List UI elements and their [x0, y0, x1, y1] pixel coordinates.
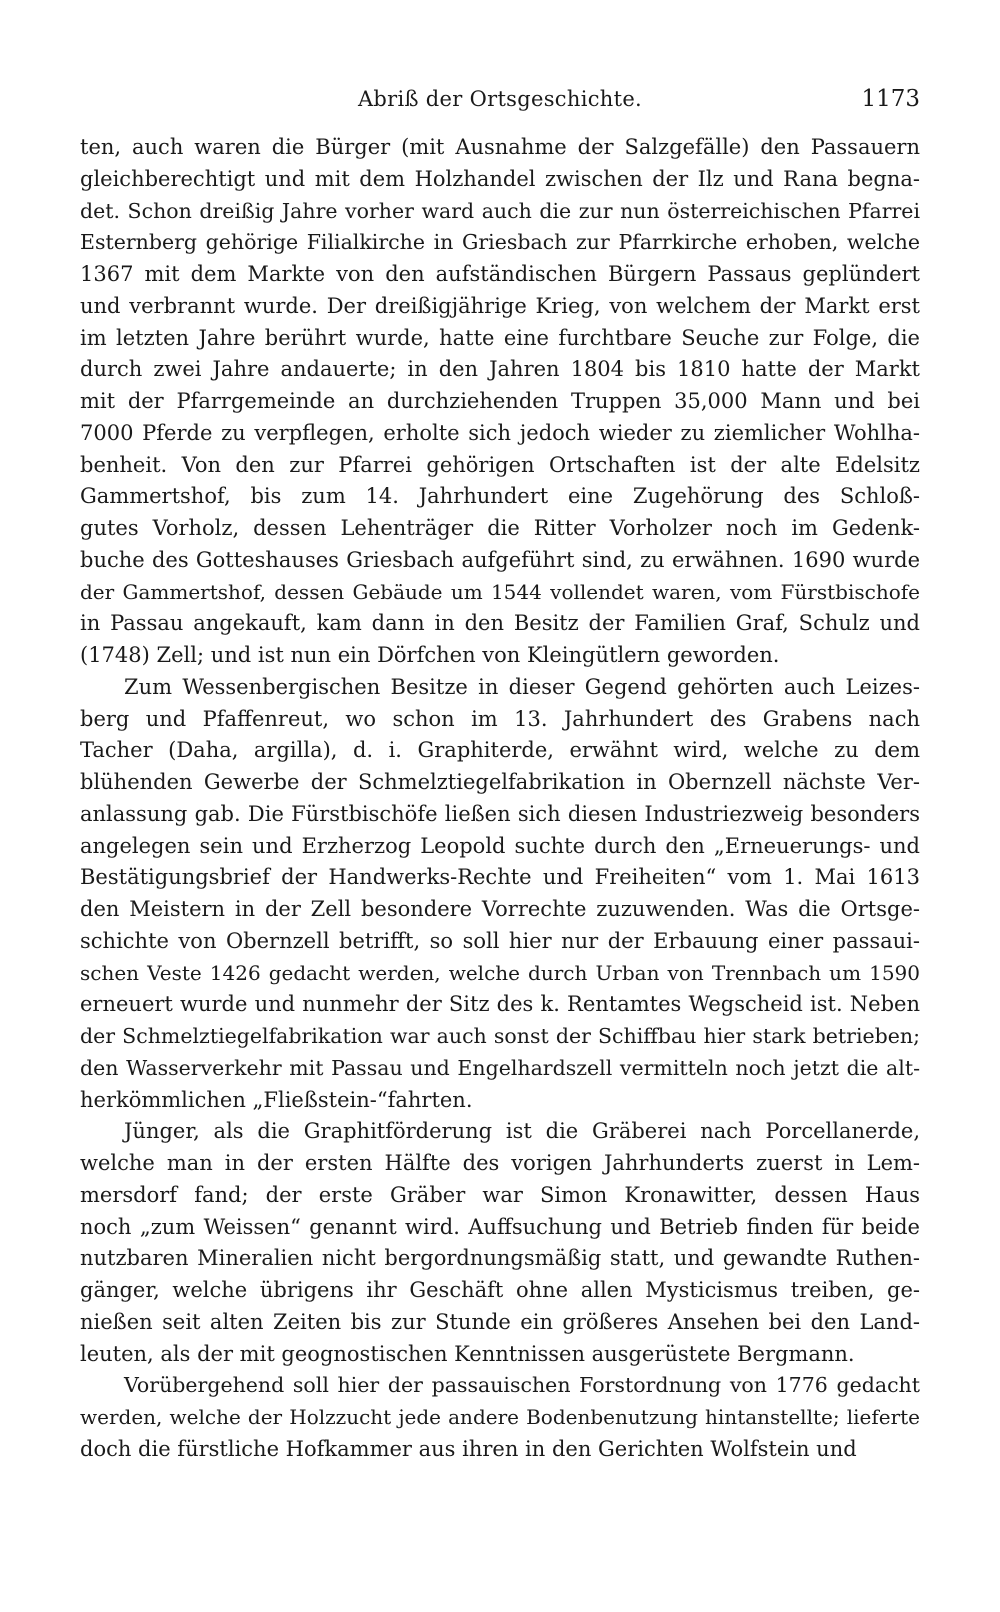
text-line: durch zwei Jahre andauerte; in den Jahren 1804 bis 1810 hatte der Markt — [80, 357, 920, 382]
text-line: Bestätigungsbrief der Handwerks-Rechte und Freiheiten“ vom 1. Mai 1613 — [80, 865, 920, 890]
paragraph — [80, 1370, 920, 1465]
text-line: schichte von Obernzell betrifft, so soll hier nur der Erbauung einer passaui- — [80, 928, 920, 953]
text-line: Vorübergehend soll hier der passauischen Forstordnung von 1776 gedacht — [124, 1373, 920, 1398]
text-line: welche man in der ersten Hälfte des vorigen Jahrhunderts zuerst in Lem- — [80, 1151, 920, 1175]
text-line: und verbrannt wurde. Der dreißigjährige Krieg, von welchem der Markt erst — [80, 293, 920, 318]
text-line: im letzten Jahre berührt wurde, hatte eine furchtbare Seuche zur Folge, die — [80, 325, 920, 350]
running-header — [80, 82, 920, 116]
text-line: benheit. Von den zur Pfarrei gehörigen Ortschaften ist der alte Edelsitz — [80, 452, 920, 477]
text-line: 1367 mit dem Markte von den aufständischen Bürgern Passaus geplündert — [80, 262, 920, 286]
text-line: Tacher (Daha, argilla), d. i. Graphiterde, erwähnt wird, welche zu dem — [80, 738, 920, 763]
paragraph — [80, 672, 920, 1117]
text-line: 7000 Pferde zu verpflegen, erholte sich jedoch wieder zu ziemlicher Wohlha- — [80, 420, 920, 445]
text-line: anlassung gab. Die Fürstbischöfe ließen sich diesen Industriezweig besonders — [80, 801, 920, 826]
text-line: Gammertshof, bis zum 14. Jahrhundert eine Zugehörung des Schloß- — [80, 484, 920, 509]
text-line: det. Schon dreißig Jahre vorher ward auch die zur nun österreichischen Pfarrei — [80, 198, 920, 223]
text-line: ten, auch waren die Bürger (mit Ausnahme der Salzgefälle) den Passauern — [80, 135, 920, 159]
text-line: blühenden Gewerbe der Schmelztiegelfabrikation in Obernzell nächste Ver- — [80, 770, 920, 794]
text-line: buche des Gotteshauses Griesbach aufgeführt sind, zu erwähnen. 1690 wurde — [80, 547, 920, 572]
text-line: in Passau angekauft, kam dann in den Besitz der Familien Graf, Schulz und — [80, 611, 920, 636]
text-line: der Schmelztiegelfabrikation war auch sonst der Schiffbau hier stark betrieben; — [80, 1024, 920, 1048]
text-line: schen Veste 1426 gedacht werden, welche durch Urban von Trennbach um 1590 — [80, 960, 920, 985]
paragraph — [80, 132, 920, 672]
text-line: mersdorf fand; der erste Gräber war Simon Kronawitter, dessen Haus — [80, 1182, 920, 1207]
text-line: werden, welche der Holzzucht jede andere Bodenbenutzung hintanstellte; lieferte — [80, 1405, 920, 1429]
text-line: leuten, als der mit geognostischen Kenntnissen ausgerüstete Bergmann. — [80, 1341, 855, 1366]
text-line: Zum Wessenbergischen Besitze in dieser Gegend gehörten auch Leizes- — [124, 674, 920, 699]
text-line: noch „zum Weissen“ genannt wird. Auffsuchung und Betrieb finden für beide — [80, 1214, 920, 1239]
page-number: 1173 — [861, 86, 920, 112]
text-line: nutzbaren Mineralien nicht bergordnungsmäßig statt, und gewandte Ruthen- — [80, 1246, 920, 1271]
text-line: Jünger, als die Graphitförderung ist die Gräberei nach Porcellanerde, — [124, 1119, 920, 1144]
text-line: (1748) Zell; und ist nun ein Dörfchen von Kleingütlern geworden. — [80, 643, 780, 667]
text-line: angelegen sein und Erzherzog Leopold suchte durch den „Erneuerungs- und — [80, 833, 920, 858]
text-line: Esternberg gehörige Filialkirche in Griesbach zur Pfarrkirche erhoben, welche — [80, 230, 920, 255]
text-line: gänger, welche übrigens ihr Geschäft ohne allen Mysticismus treiben, ge- — [80, 1278, 920, 1302]
running-title: Abriß der Ortsgeschichte. — [357, 87, 643, 111]
text-line: den Wasserverkehr mit Passau und Engelhardszell vermitteln noch jetzt die alt- — [80, 1055, 920, 1080]
text-line: nießen seit alten Zeiten bis zur Stunde ein größeres Ansehen bei den Land- — [80, 1309, 920, 1334]
text-line: herkömmlichen „Fließstein-“fahrten. — [80, 1087, 473, 1112]
text-line: den Meistern in der Zell besondere Vorrechte zuzuwenden. Was die Ortsge- — [80, 897, 920, 921]
text-line: mit der Pfarrgemeinde an durchziehenden Truppen 35,000 Mann und bei — [80, 389, 920, 413]
text-line: doch die fürstliche Hofkammer aus ihren in den Gerichten Wolfstein und — [80, 1436, 857, 1461]
text-line: erneuert wurde und nunmehr der Sitz des k. Rentamtes Wegscheid ist. Neben — [80, 992, 920, 1017]
paragraph — [80, 1116, 920, 1370]
text-line: gutes Vorholz, dessen Lehenträger die Ritter Vorholzer noch im Gedenk- — [80, 516, 920, 540]
text-line: berg und Pfaffenreut, wo schon im 13. Jahrhundert des Grabens nach — [80, 706, 920, 731]
text-line: der Gammertshof, dessen Gebäude um 1544 vollendet waren, vom Fürstbischofe — [80, 579, 920, 604]
body-text — [80, 132, 920, 1466]
text-line: gleichberechtigt und mit dem Holzhandel zwischen der Ilz und Rana begna- — [80, 166, 920, 191]
